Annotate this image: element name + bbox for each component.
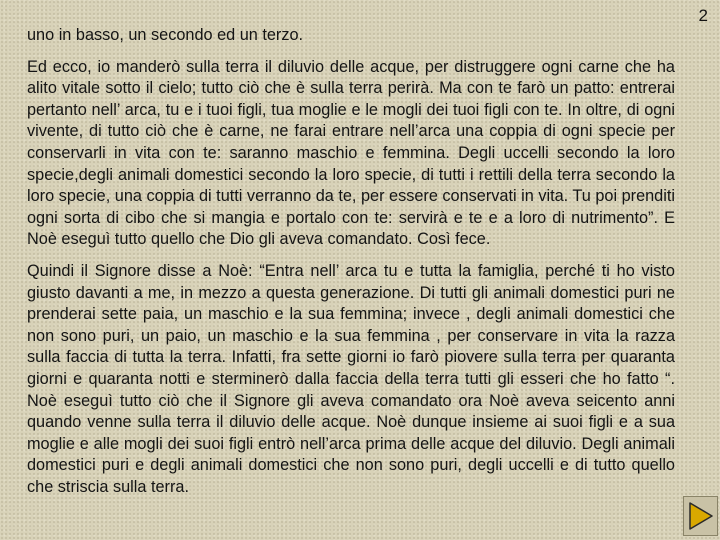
page-number: 2 [698,6,708,25]
intro-line: uno in basso, un secondo ed un terzo. [27,26,304,44]
paragraph-enter-the-ark: Quindi il Signore disse a Noè: “Entra nell’ arca tu e tutta la famiglia, perché ti ho visto giusto davanti a me, in mezzo a questa generazione. Di tutti gli animali domestici puri ne prenderai sette paia, un maschio e la sua femmina; invece , degli animali domestici che non sono puri, un paio, un maschio e la sua femmina , per conservare in vita la razza sulla faccia di tutta la terra. Infatti, fra sette giorni io farò piovere sulla terra per quaranta giorni e quaranta notti e sterminerò dalla faccia della terra tutti gli esseri che ho fatto “. Noè eseguì tutto ciò che il Signore gli aveva comandato ora Noè aveva seicento anni quando venne sulla terra il diluvio delle acque. Noè dunque insieme ai suoi figli e a sua moglie e alle mogli dei suoi figli entrò nell’arca prima delle acque del diluvio. Degli animali domestici puri e degli animali domestici che non sono puri, degli uccelli e di tutto quello che striscia sulla terra. [27,261,675,496]
next-slide-button[interactable] [683,496,718,536]
paragraph-flood-announcement: Ed ecco, io manderò sulla terra il diluvio delle acque, per distruggere ogni carne che ha alito vitale sotto il cielo; tutto ciò che è sulla terra perirà. Ma con te farò un patto: entrerai pertanto nell’ arca, tu e i tuoi figli, tua moglie e le mogli dei tuoi figli con te. In oltre, di ogni vivente, di tutto ciò che è carne, ne farai entrare nell’arca una coppia di ogni specie per conservarli in vita con te: saranno maschio e femmina. Degli uccelli secondo la loro specie,degli animali domestici secondo la loro specie, di tutti i rettili della terra secondo la loro specie, una coppia di tutti verranno da te, per essere conservati in vita. Tu poi prenditi ogni sorta di cibo che si mangia e portalo con te: servirà e te e a loro di nutrimento”. E Noè eseguì tutto quello che Dio gli aveva comandato. Così fece. [27,57,675,249]
slide-text-body [27,25,675,498]
play-triangle-icon [688,501,714,531]
